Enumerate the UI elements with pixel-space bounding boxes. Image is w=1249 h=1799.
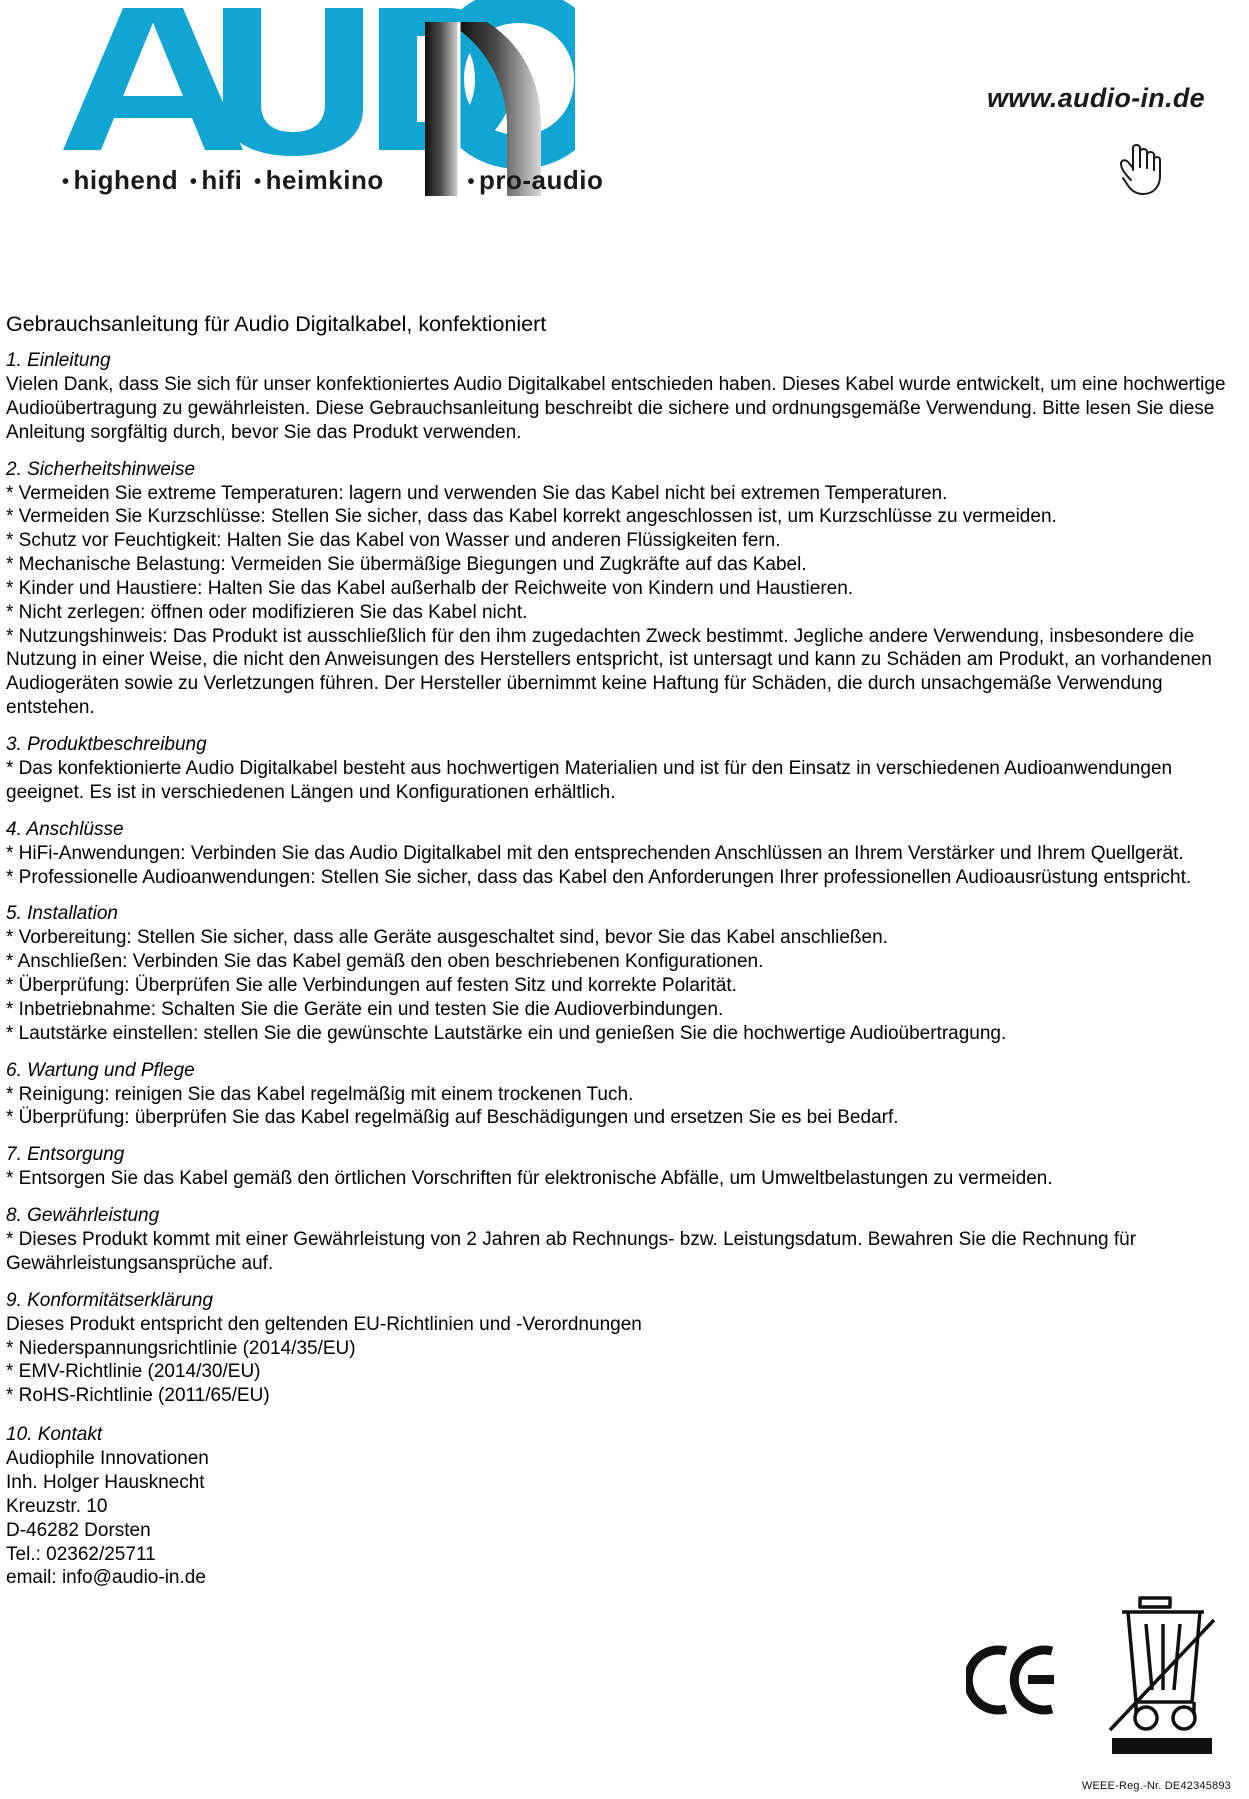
tagline-item-0: highend — [73, 165, 179, 195]
section-line: * Kinder und Haustiere: Halten Sie das Kabel außerhalb der Reichweite von Kindern und Haustieren. — [6, 577, 854, 599]
section-line: * Lautstärke einstellen: stellen Sie die gewünschte Lautstärke ein und genießen Sie die hochwertige Audioübertragung. — [6, 1022, 1007, 1044]
section-line: * Niederspannungsrichtlinie (2014/35/EU) — [6, 1337, 356, 1359]
section-line: * Reinigung: reinigen Sie das Kabel regelmäßig mit einem trockenen Tuch. — [6, 1083, 634, 1105]
section-heading: 6. Wartung und Pflege — [6, 1059, 195, 1081]
bullet-icon: • — [254, 170, 262, 193]
section-heading: 10. Kontakt — [6, 1424, 103, 1446]
section-heading: 1. Einleitung — [6, 350, 111, 371]
section-heading: 4. Anschlüsse — [6, 818, 124, 840]
contact-company: Audiophile Innovationen — [6, 1448, 209, 1470]
section-produktbeschreibung — [6, 734, 1243, 805]
section-line: * HiFi-Anwendungen: Verbinden Sie das Audio Digitalkabel mit den entsprechenden Anschlüssen an Ihrem Verstärker und Ihrem Quellgerät. — [6, 842, 1184, 864]
section-heading: 2. Sicherheitshinweise — [6, 458, 196, 480]
tagline — [58, 165, 603, 196]
section-anschluesse — [6, 819, 1243, 890]
section-einleitung — [6, 350, 1243, 445]
tagline-item-3: pro-audio — [479, 165, 604, 195]
section-line: * Dieses Produkt kommt mit einer Gewährleistung von 2 Jahren ab Rechnungs- bzw. Leistungsdatum. Bewahren Sie die Rechnung für Gewährleistungsansprüche auf. — [6, 1229, 1137, 1274]
contact-city: D-46282 Dorsten — [6, 1519, 151, 1541]
section-entsorgung — [6, 1144, 1243, 1191]
section-line: * Das konfektionierte Audio Digitalkabel besteht aus hochwertigen Materialien und ist für den Einsatz in verschiedenen Audioanwendungen geeignet. Es ist in verschiedenen Längen und Konfigurationen erhältlich. — [6, 757, 1173, 803]
bullet-icon: • — [189, 170, 198, 193]
weee-crossed-out-bin-icon — [1108, 1590, 1216, 1755]
section-line: * Nicht zerlegen: öffnen oder modifizieren Sie das Kabel nicht. — [6, 601, 528, 623]
section-line: * EMV-Richtlinie (2014/30/EU) — [6, 1361, 261, 1383]
pointing-hand-icon — [1109, 140, 1169, 198]
section-line: * Überprüfung: Überprüfen Sie alle Verbindungen auf festen Sitz und korrekte Polarität. — [6, 975, 737, 997]
section-line: Dieses Produkt entspricht den geltenden EU-Richtlinien und -Verordnungen — [6, 1313, 642, 1335]
contact-owner: Inh. Holger Hausknecht — [6, 1472, 205, 1493]
section-line: * Nutzungshinweis: Das Produkt ist ausschließlich für den ihm zugedachten Zweck bestimmt. Jegliche andere Verwendung, insbesondere die Nutzung in einer Weise, die nicht den Anweisungen des Herstellers entspricht, ist untersagt und kann zu Schäden am Produkt, an vorhandenen Audiogeräten sowie zu Verletzungen führen. Der Hersteller übernimmt keine Haftung für Schäden, die durch unsachgemäße Verwendung entstehen. — [6, 625, 1212, 719]
section-kontakt — [6, 1424, 1243, 1590]
section-line: Vielen Dank, dass Sie sich für unser konfektioniertes Audio Digitalkabel entschieden haben. Dieses Kabel wurde entwickelt, um eine hochwertige Audioübertragung zu gewährleisten. Diese Gebrauchsanleitung beschreibt die sichere und ordnungsgemäße Verwendung. Bitte lesen Sie diese Anleitung sorgfältig durch, bevor Sie das Produkt verwenden. — [6, 374, 1226, 443]
document-body — [2, 312, 1247, 1604]
section-line: * Professionelle Audioanwendungen: Stellen Sie sicher, dass das Kabel den Anforderungen Ihrer professionellen Audioausrüstung entspricht. — [6, 866, 1192, 888]
weee-registration-number: WEEE-Reg.-Nr. DE42345893 — [1081, 1780, 1231, 1792]
section-heading: 5. Installation — [6, 903, 118, 925]
section-heading: 3. Produktbeschreibung — [6, 733, 207, 755]
tagline-item-2: heimkino — [265, 165, 384, 195]
section-line: * Überprüfung: überprüfen Sie das Kabel regelmäßig auf Beschädigungen und ersetzen Sie es bei Bedarf. — [6, 1107, 899, 1129]
contact-street: Kreuzstr. 10 — [6, 1495, 108, 1517]
page-title: Gebrauchsanleitung für Audio Digitalkabel, konfektioniert — [6, 312, 547, 336]
section-line: * Vermeiden Sie extreme Temperaturen: lagern und verwenden Sie das Kabel nicht bei extremen Temperaturen. — [6, 482, 948, 504]
section-heading: 7. Entsorgung — [6, 1144, 125, 1166]
section-line: * Inbetriebnahme: Schalten Sie die Geräte ein und testen Sie die Audioverbindungen. — [6, 998, 724, 1020]
section-line: * Mechanische Belastung: Vermeiden Sie übermäßige Biegungen und Zugkräfte auf das Kabel. — [6, 554, 807, 576]
section-line: * Vorbereitung: Stellen Sie sicher, dass alle Geräte ausgeschaltet sind, bevor Sie das Kabel anschließen. — [6, 927, 888, 949]
section-wartung-und-pflege — [6, 1060, 1243, 1131]
section-line: * RoHS-Richtlinie (2011/65/EU) — [6, 1385, 270, 1407]
contact-email[interactable]: email: info@audio-in.de — [6, 1567, 206, 1589]
ce-mark-icon — [966, 1645, 1056, 1715]
bullet-icon: • — [467, 170, 475, 193]
section-line: * Schutz vor Feuchtigkeit: Halten Sie das Kabel von Wasser und anderen Flüssigkeiten fern. — [6, 530, 781, 552]
website-url[interactable]: www.audio-in.de — [987, 83, 1205, 113]
section-line: * Entsorgen Sie das Kabel gemäß den örtlichen Vorschriften für elektronische Abfälle, um Umweltbelastungen zu vermeiden. — [6, 1168, 1053, 1190]
tagline-item-1: hifi — [201, 165, 243, 195]
section-gewaehrleistung — [6, 1205, 1243, 1276]
section-sicherheitshinweise — [6, 459, 1243, 720]
page-header — [0, 0, 1249, 215]
contact-phone: Tel.: 02362/25711 — [6, 1543, 156, 1565]
section-line: * Vermeiden Sie Kurzschlüsse: Stellen Sie sicher, dass das Kabel korrekt angeschlossen ist, um Kurzschlüsse zu vermeiden. — [6, 506, 1057, 528]
section-installation — [6, 903, 1243, 1045]
section-heading: 8. Gewährleistung — [6, 1205, 160, 1227]
section-line: * Anschließen: Verbinden Sie das Kabel gemäß den oben beschriebenen Konfigurationen. — [6, 951, 764, 973]
section-konformitaetserklaerung — [6, 1290, 1243, 1408]
bullet-icon: • — [62, 170, 70, 193]
section-heading: 9. Konformitätserklärung — [6, 1289, 213, 1311]
